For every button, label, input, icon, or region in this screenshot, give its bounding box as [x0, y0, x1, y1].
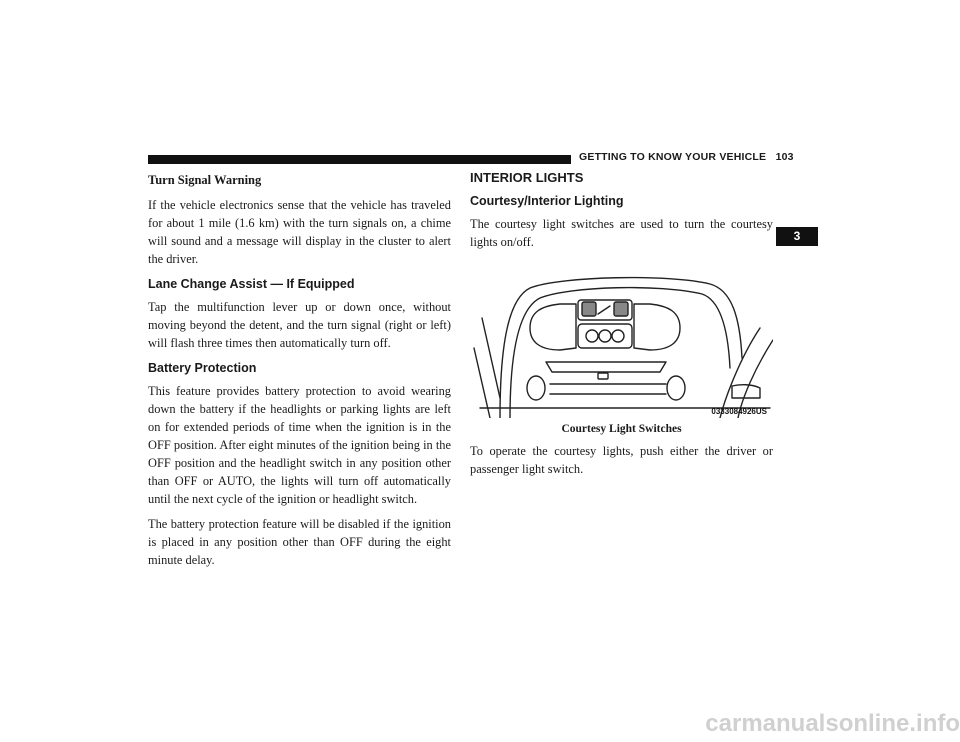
lane-change-body: Tap the multifunction lever up or down once, without moving beyond the detent, and the turn signal (right or left) will flash three times then automatically turn off.: [148, 300, 451, 350]
lane-change-heading: Lane Change Assist — If Equipped: [148, 277, 355, 291]
header-title: GETTING TO KNOW YOUR VEHICLE: [579, 151, 767, 163]
page-number: 103: [775, 151, 794, 163]
battery-heading: Battery Protection: [148, 361, 257, 375]
battery-body-2: The battery protection feature will be disabled if the ignition is placed in any position other than OFF during the eight minute delay.: [148, 517, 451, 567]
figure-code: 0333084926US: [711, 407, 767, 416]
watermark: carmanualsonline.info: [705, 710, 960, 737]
left-column: [148, 170, 451, 576]
turn-signal-heading: Turn Signal Warning: [148, 173, 262, 187]
courtesy-heading: Courtesy/Interior Lighting: [470, 194, 624, 208]
overhead-console-illustration: [470, 258, 773, 418]
turn-signal-body: If the vehicle electronics sense that the vehicle has traveled for about 1 mile (1.6 km) with the turn signals on, a chime will sound and a message will display in the cluster to alert the driver.: [148, 198, 451, 266]
courtesy-body: The courtesy light switches are used to turn the courtesy lights on/off.: [470, 217, 773, 249]
left-lamp-lens: [530, 304, 576, 350]
header-bar: [148, 155, 571, 164]
right-column: [470, 170, 773, 485]
courtesy-operation-body: To operate the courtesy lights, push either the driver or passenger light switch.: [470, 444, 773, 476]
interior-lights-title: INTERIOR LIGHTS: [470, 170, 584, 185]
right-lamp-lens: [634, 304, 680, 350]
courtesy-light-figure: [470, 258, 773, 418]
running-header: [579, 151, 829, 163]
chapter-tab: 3: [776, 227, 818, 246]
figure-caption: Courtesy Light Switches: [561, 423, 682, 435]
battery-body-1: This feature provides battery protection to avoid wearing down the battery if the headlights or parking lights are left on for extended periods of time when the ignition is in the OFF position. After eight minutes of the ignition being in the OFF position and the headlight switch in any position other than OFF or AUTO, the lights will turn off automatically until the next cycle of the ignition or headlight switch.: [148, 384, 451, 506]
